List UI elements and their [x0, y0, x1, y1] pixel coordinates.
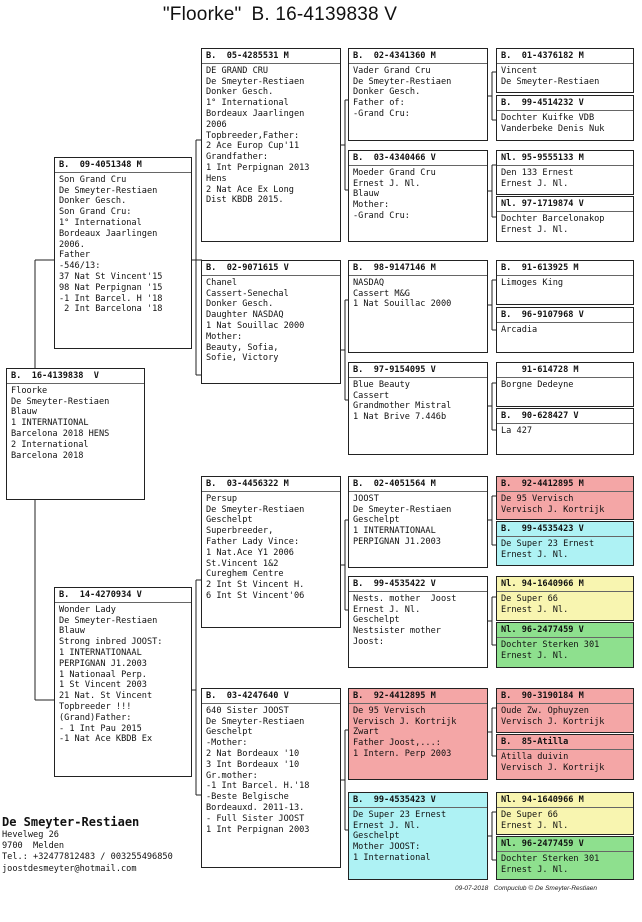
ring-number: B. 90-3190184 M	[501, 691, 584, 701]
info-line: 1 Int Perpignan 2013	[206, 162, 310, 173]
pedigree-box-g9	[496, 476, 634, 520]
info-line: 1 INTERNATIONAAL	[59, 647, 142, 658]
pedigree-box-g5	[496, 260, 634, 305]
info-line: 2006.	[59, 239, 85, 250]
info-line: Ernest J. Nl.	[353, 604, 421, 615]
info-line: 640 Sister JOOST	[206, 705, 289, 716]
info-line: De Smeyter-Restiaen	[11, 396, 110, 407]
info-line: Cureghem Centre	[206, 569, 284, 580]
info-line: Vincent	[501, 65, 538, 76]
ring-number: B. 03-4340466 V	[353, 153, 436, 163]
info-line: JOOST	[353, 493, 379, 504]
info-line: Geschelpt	[353, 831, 400, 842]
info-line: Ernest J. Nl.	[501, 224, 569, 235]
pedigree-box-g12	[496, 622, 634, 668]
pedigree-box-g15	[496, 792, 634, 835]
ring-number: B. 99-4535423 V	[353, 795, 436, 805]
info-line: -Beste Belgische	[206, 792, 289, 803]
info-line: Barcelona 2018 HENS	[11, 428, 110, 439]
info-line: 37 Nat St Vincent'15	[59, 271, 163, 282]
pedigree-box-g13	[496, 688, 634, 733]
info-line: Geschelpt	[206, 515, 253, 526]
info-line: Barcelona 2018	[11, 450, 84, 461]
info-line: (Grand)Father:	[59, 712, 132, 723]
info-line: Moeder Grand Cru	[353, 167, 436, 178]
info-line: Joost:	[353, 636, 385, 647]
info-line: 1° International	[206, 98, 289, 109]
pigeon-name: "Floorke"	[162, 4, 242, 25]
info-line: Dochter Sterken 301	[501, 853, 600, 864]
info-line: Geschelpt	[206, 727, 253, 738]
pedigree-box-ddd	[348, 792, 488, 880]
info-line: 2 Nat Ace Ex Long	[206, 184, 294, 195]
info-line: -Grand Cru:	[353, 108, 410, 119]
info-line: Topbreeder !!!	[59, 701, 132, 712]
info-line: Borgne Dedeyne	[501, 379, 574, 390]
info-line: 2 Int Barcelona '18	[59, 304, 163, 315]
ring-number: B. 92-4412895 M	[501, 479, 584, 489]
info-line: Wonder Lady	[59, 604, 116, 615]
ring-number: B. 85-Atilla	[501, 737, 569, 747]
info-line: 1 Nationaal Perp.	[59, 669, 147, 680]
info-line: 1 Intern. Perp 2003	[353, 748, 452, 759]
info-line: Ernest J. Nl.	[501, 864, 569, 875]
info-line: Ernest J. Nl.	[501, 820, 569, 831]
info-line: De 95 Vervisch	[501, 493, 574, 504]
info-line: 3 Int Bordeaux '10	[206, 759, 300, 770]
ring-number: B. 03-4456322 M	[206, 479, 289, 489]
info-line: Sofie, Victory	[206, 353, 279, 364]
info-line: Dochter Kuifke VDB	[501, 112, 595, 123]
info-line: -1 Int Barcel. H '18	[59, 293, 163, 304]
ring-number: B. 99-4535423 V	[501, 524, 584, 534]
info-line: Oude Zw. Ophuyzen	[501, 705, 589, 716]
info-line: 1 Nat Brive 7.446b	[353, 412, 447, 423]
info-line: 6 Int St Vincent'06	[206, 590, 305, 601]
info-line: Mother JOOST:	[353, 842, 421, 853]
info-line: Den 133 Ernest	[501, 167, 574, 178]
info-line: Zwart	[353, 727, 379, 738]
info-line: De Super 66	[501, 593, 558, 604]
info-line: Ernest J. Nl.	[353, 178, 421, 189]
info-line: De Super 23 Ernest	[353, 809, 447, 820]
pedigree-box-ssd	[348, 150, 488, 242]
info-line: 1 Nat.Ace Y1 2006	[206, 547, 294, 558]
info-line: Mother:	[206, 331, 243, 342]
info-line: Floorke	[11, 385, 48, 396]
pedigree-box-dam-sire	[201, 476, 341, 628]
info-line: Son Grand Cru	[59, 174, 127, 185]
pedigree-box-g6	[496, 307, 634, 353]
info-line: De Smeyter-Restiaen	[59, 185, 158, 196]
info-line: De Smeyter-Restiaen	[206, 76, 305, 87]
info-line: Father Joost,...:	[353, 738, 441, 749]
ring-number: Nl. 95-9555133 M	[501, 153, 584, 163]
pedigree-box-dsd	[348, 576, 488, 668]
pedigree-box-g11	[496, 576, 634, 621]
info-line: Ernest J. Nl.	[501, 549, 569, 560]
info-line: 98 Nat Perpignan '15	[59, 282, 163, 293]
info-line: Bordeauxd. 2011-13.	[206, 802, 305, 813]
ring-number: B. 98-9147146 M	[353, 263, 436, 273]
print-credit	[455, 885, 597, 892]
info-line: PERPIGNAN J1.2003	[353, 536, 441, 547]
pedigree-box-g10	[496, 521, 634, 566]
info-line: 1 INTERNATIONAL	[11, 418, 89, 429]
info-line: De 95 Vervisch	[353, 705, 426, 716]
info-line: De Smeyter-Restiaen	[353, 504, 452, 515]
pedigree-box-g4	[496, 196, 634, 242]
pedigree-box-g1	[496, 48, 634, 93]
pedigree-box-g16	[496, 836, 634, 880]
info-line: 2 International	[11, 439, 89, 450]
info-line: Vervisch J. Kortrijk	[501, 762, 605, 773]
info-line: 1 Nat Souillac 2000	[206, 320, 305, 331]
program-credit: Compuclub © De Smeyter-Restiaen	[493, 885, 597, 892]
info-line: Daughter NASDAQ	[206, 310, 284, 321]
pedigree-box-sire-dam	[201, 260, 341, 384]
info-line: Topbreeder,Father:	[206, 130, 300, 141]
info-line: Chanel	[206, 277, 238, 288]
pedigree-box-dss	[348, 476, 488, 568]
info-line: Superbreeder,	[206, 526, 274, 537]
info-line: Donker Gesch.	[206, 299, 274, 310]
ring-number: Nl. 94-1640966 M	[501, 579, 584, 589]
breeder-name: De Smeyter-Restiaen	[2, 815, 140, 829]
info-line: Vervisch J. Kortrijk	[501, 716, 605, 727]
info-line: De Super 23 Ernest	[501, 538, 595, 549]
info-line: Strong inbred JOOST:	[59, 637, 163, 648]
info-line: PERPIGNAN J1.2003	[59, 658, 147, 669]
info-line: Mother:	[353, 200, 390, 211]
pedigree-box-dam	[54, 587, 192, 777]
info-line: Blauw	[11, 407, 37, 418]
info-line: 1 Nat Souillac 2000	[353, 299, 452, 310]
ring-number: Nl. 96-2477459 V	[501, 839, 584, 849]
pedigree-box-sire	[54, 157, 192, 349]
pedigree-box-sds	[348, 260, 488, 353]
pedigree-box-subject	[6, 368, 145, 500]
ring-number: B. 96-9107968 V	[501, 310, 584, 320]
info-line: 21 Nat. St Vincent	[59, 691, 153, 702]
info-line: NASDAQ	[353, 277, 385, 288]
pedigree-box-g3	[496, 150, 634, 195]
pigeon-ring: B. 16-4139838 V	[251, 4, 398, 25]
breeder-email[interactable]: joostdesmeyter@hotmail.com	[2, 863, 137, 874]
info-line: -546/13:	[59, 261, 101, 272]
info-line: Bordeaux Jaarlingen	[206, 108, 305, 119]
info-line: Ernest J. Nl.	[353, 820, 421, 831]
breeder-contact	[2, 815, 252, 875]
info-line: 2 Ace Europ Cup'11	[206, 141, 300, 152]
info-line: Hens	[206, 173, 227, 184]
ring-number: B. 02-9071615 V	[206, 263, 289, 273]
info-line: Dochter Barcelonakop	[501, 213, 605, 224]
info-line: De Smeyter-Restiaen	[353, 76, 452, 87]
info-line: Vervisch J. Kortrijk	[353, 716, 457, 727]
ring-number: B. 90-628427 V	[501, 411, 579, 421]
info-line: Dochter Sterken 301	[501, 639, 600, 650]
breeder-address: Hevelweg 26	[2, 830, 59, 840]
info-line: -1 Nat Ace KBDB Ex	[59, 734, 153, 745]
info-line: -Mother:	[206, 738, 248, 749]
ring-number: B. 05-4285531 M	[206, 51, 289, 61]
info-line: De Smeyter-Restiaen	[206, 716, 305, 727]
info-line: Beauty, Sofia,	[206, 342, 279, 353]
info-line: Son Grand Cru:	[59, 207, 132, 218]
pedigree-box-dds	[348, 688, 488, 780]
ring-number: B. 16-4139838 V	[11, 371, 99, 381]
ring-number: B. 92-4412895 M	[353, 691, 436, 701]
pedigree-box-g14	[496, 734, 634, 780]
ring-number: B. 97-9154095 V	[353, 365, 436, 375]
info-line: Ernest J. Nl.	[501, 650, 569, 661]
info-line: - 1 Int Pau 2015	[59, 723, 142, 734]
info-line: Donker Gesch.	[59, 196, 127, 207]
info-line: Dist KBDB 2015.	[206, 195, 284, 206]
pedigree-box-g2	[496, 95, 634, 141]
pedigree-box-sire-sire	[201, 48, 341, 242]
pedigree-box-sss	[348, 48, 488, 141]
info-line: Limoges King	[501, 277, 564, 288]
info-line: 1° International	[59, 217, 142, 228]
info-line: -Grand Cru:	[353, 210, 410, 221]
info-line: De Smeyter-Restiaen	[206, 504, 305, 515]
info-line: Gr.mother:	[206, 770, 258, 781]
info-line: Nests. mother Joost	[353, 593, 457, 604]
ring-number: B. 91-613925 M	[501, 263, 579, 273]
ring-number: Nl. 94-1640966 M	[501, 795, 584, 805]
info-line: 1 INTERNATIONAAL	[353, 526, 436, 537]
info-line: Blauw	[353, 189, 379, 200]
info-line: Vader Grand Cru	[353, 65, 431, 76]
breeder-phone: Tel.: +32477812483 / 003255496850	[2, 852, 173, 863]
info-line: DE GRAND CRU	[206, 65, 269, 76]
ring-number: B. 01-4376182 M	[501, 51, 584, 61]
info-line: Father	[59, 250, 91, 261]
pedigree-box-g8	[496, 408, 634, 455]
info-line: Persup	[206, 493, 238, 504]
info-line: Vanderbeke Denis Nuk	[501, 123, 605, 134]
info-line: 2006	[206, 119, 227, 130]
info-line: De Smeyter-Restiaen	[501, 76, 600, 87]
info-line: 2 Int St Vincent H.	[206, 580, 305, 591]
ring-number: B. 02-4341360 M	[353, 51, 436, 61]
breeder-city: 9700 Melden	[2, 841, 65, 852]
info-line: -1 Int Barcel. H.'18	[206, 781, 310, 792]
info-line: Father Lady Vince:	[206, 536, 300, 547]
info-line: Cassert-Senechal	[206, 288, 289, 299]
info-line: Geschelpt	[353, 515, 400, 526]
info-line: 2 Nat Bordeaux '10	[206, 748, 300, 759]
ring-number: Nl. 96-2477459 V	[501, 625, 584, 635]
ring-number: B. 99-4514232 V	[501, 98, 584, 108]
info-line: Cassert	[353, 390, 390, 401]
info-line: Grandmother Mistral	[353, 401, 452, 412]
pedigree-box-sdd	[348, 362, 488, 455]
info-line: Grandfather:	[206, 152, 269, 163]
ring-number: Nl. 97-1719874 V	[501, 199, 584, 209]
info-line: Atilla duivin	[501, 751, 569, 762]
info-line: Donker Gesch.	[206, 87, 274, 98]
ring-number: B. 09-4051348 M	[59, 160, 142, 170]
info-line: De Smeyter-Restiaen	[59, 615, 158, 626]
ring-number: B. 14-4270934 V	[59, 590, 142, 600]
ring-number: 91-614728 M	[501, 365, 579, 375]
info-line: 1 Int Perpignan 2003	[206, 824, 310, 835]
ring-number: B. 03-4247640 V	[206, 691, 289, 701]
info-line: 1 International	[353, 852, 431, 863]
ring-number: B. 99-4535422 V	[353, 579, 436, 589]
info-line: Blue Beauty	[353, 379, 410, 390]
info-line: Ernest J. Nl.	[501, 178, 569, 189]
info-line: Blauw	[59, 626, 85, 637]
info-line: Cassert M&G	[353, 288, 410, 299]
info-line: Nestsister mother	[353, 626, 441, 637]
info-line: La 427	[501, 425, 533, 436]
info-line: Arcadia	[501, 324, 538, 335]
ring-number: B. 02-4051564 M	[353, 479, 436, 489]
info-line: De Super 66	[501, 809, 558, 820]
info-line: Father of:	[353, 98, 405, 109]
print-date: 09-07-2018	[455, 885, 489, 892]
info-line: Geschelpt	[353, 615, 400, 626]
info-line: Vervisch J. Kortrijk	[501, 504, 605, 515]
info-line: - Full Sister JOOST	[206, 813, 305, 824]
pedigree-box-g7	[496, 362, 634, 407]
info-line: St.Vincent 1&2	[206, 558, 279, 569]
info-line: Donker Gesch.	[353, 87, 421, 98]
info-line: Ernest J. Nl.	[501, 604, 569, 615]
info-line: Bordeaux Jaarlingen	[59, 228, 158, 239]
info-line: 1 St Vincent 2003	[59, 680, 147, 691]
